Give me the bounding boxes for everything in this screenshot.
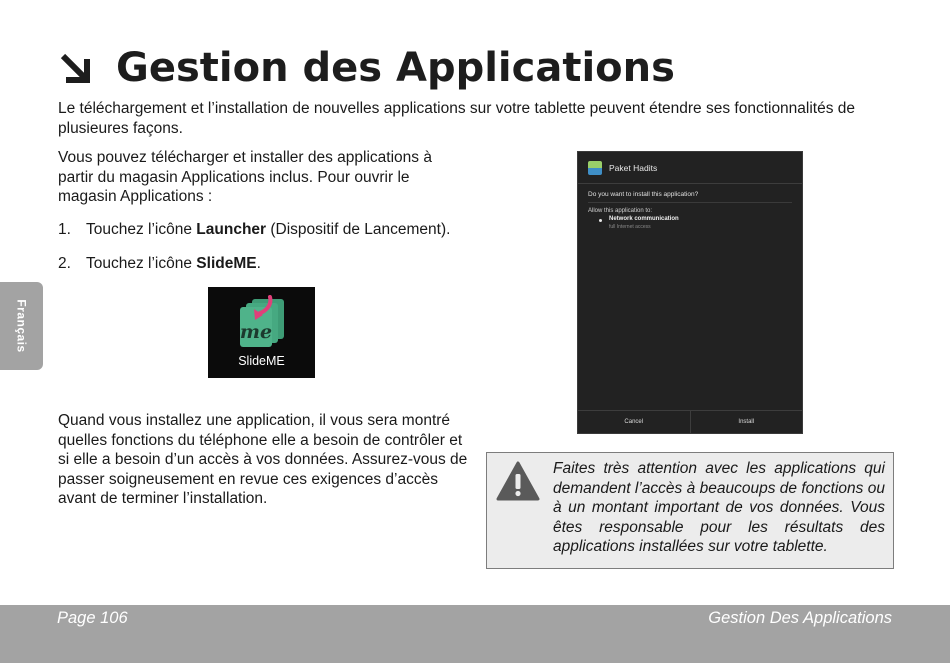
install-dialog-screenshot xyxy=(577,151,803,434)
install-button[interactable]: Install xyxy=(690,411,803,433)
slideme-logo-text: me xyxy=(239,321,273,343)
page-title: Gestion des Applications xyxy=(116,45,675,91)
intro-paragraph: Le téléchargement et l’installation de nouvelles applications sur votre tablette peuvent étendre ses fonctionnalités de plusieures façons. xyxy=(58,100,856,137)
warning-triangle-icon xyxy=(495,460,541,502)
dialog-divider xyxy=(588,202,792,203)
dialog-footer xyxy=(578,410,802,433)
step-item xyxy=(58,254,261,274)
bullet-icon xyxy=(599,219,602,222)
dialog-header xyxy=(578,152,802,184)
permission-title: Network communication xyxy=(609,216,679,222)
step-keyword: Launcher xyxy=(196,221,267,238)
cancel-button[interactable]: Cancel xyxy=(624,419,644,425)
dialog-allow-label: Allow this application to: xyxy=(588,208,653,214)
install-paragraph: Quand vous installez une application, il vous sera montré quelles fonctions du téléphone elle a besoin de contrôler et si elle a besoin d’un accès à vos données. Assurez-vous de passer soigneusement en revue ces exigences d’accès avant de terminer l’installation. xyxy=(58,412,468,507)
slideme-label: SlideME xyxy=(238,354,285,368)
page-number: Page 106 xyxy=(57,609,128,627)
dialog-app-name: Paket Hadits xyxy=(609,162,658,173)
dialog-question: Do you want to install this application? xyxy=(588,191,699,198)
warning-text: Faites très attention avec les applications qui demandent l’accès à beaucoups de fonctions ou à un montant important de vos données. Vous êtes responsable pour les résultats des applications installées sur votre tablette. xyxy=(553,460,885,555)
page-title-row xyxy=(58,40,675,96)
step-keyword: SlideME xyxy=(196,255,257,272)
slideme-app-icon[interactable] xyxy=(208,287,315,378)
footer-section-title: Gestion Des Applications xyxy=(708,609,892,627)
arrow-down-right-icon xyxy=(58,51,94,87)
permission-detail: full Internet access xyxy=(609,224,651,230)
language-label: Français xyxy=(14,299,29,353)
step-text: Touchez l’icône SlideME. xyxy=(86,255,261,272)
download-paragraph: Vous pouvez télécharger et installer des applications à partir du magasin Applications inclus. Pour ouvrir le magasin Applications : xyxy=(58,149,432,205)
page-footer xyxy=(0,605,950,663)
step-item xyxy=(58,220,450,240)
app-icon xyxy=(588,161,602,175)
slideme-logo-icon xyxy=(236,295,288,349)
step-text: Touchez l’icône Launcher (Dispositif de Lancement). xyxy=(86,221,451,238)
language-side-tab xyxy=(0,282,43,370)
warning-box xyxy=(486,452,894,569)
step-number: 1. xyxy=(58,221,71,238)
step-number: 2. xyxy=(58,255,71,272)
